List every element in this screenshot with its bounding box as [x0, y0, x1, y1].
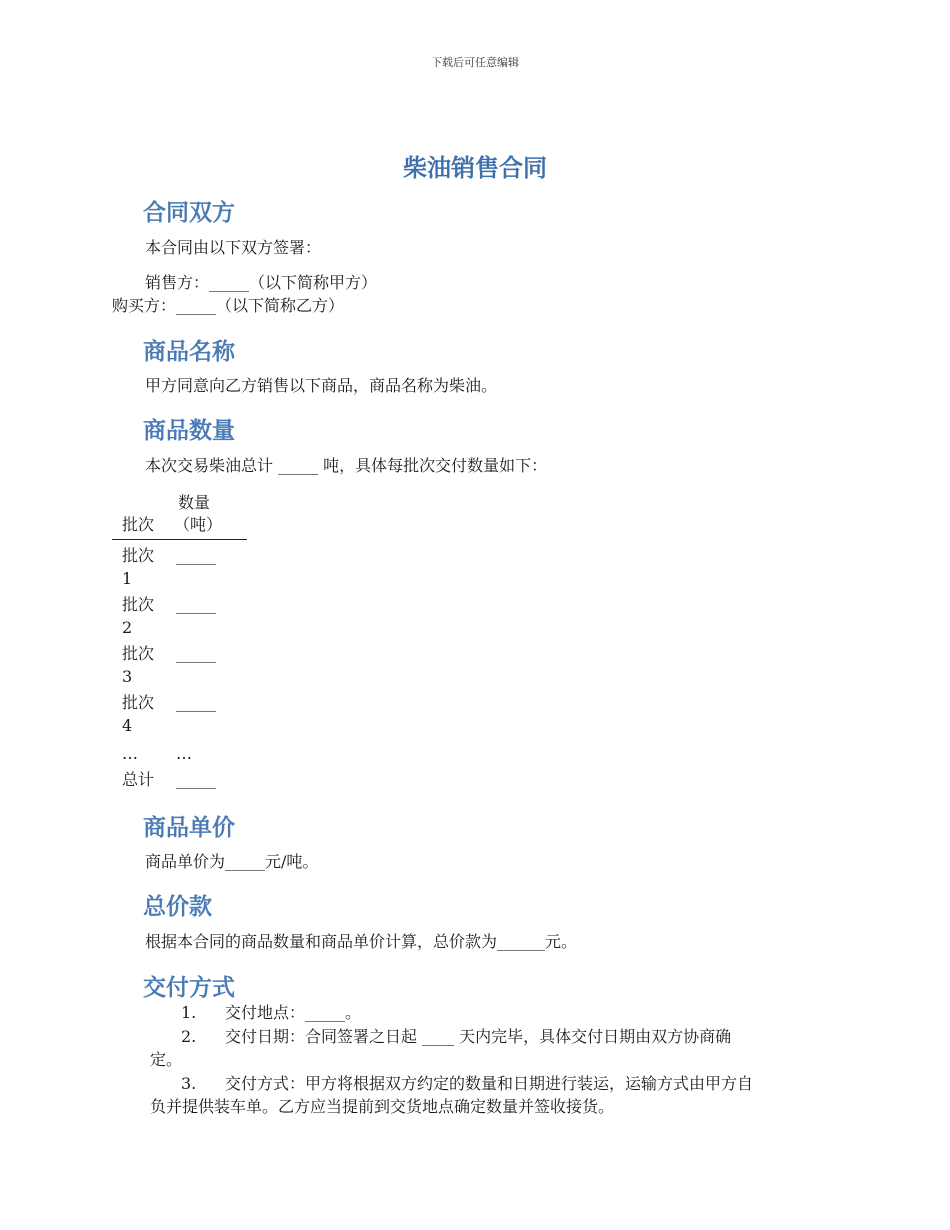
qty-cell: _____	[176, 644, 216, 663]
qty-cell: _____	[176, 693, 216, 712]
section-heading-parties: 合同双方	[143, 200, 235, 226]
total-text: 根据本合同的商品数量和商品单价计算，总价款为______元。	[145, 932, 578, 951]
unit-price-text: 商品单价为_____元/吨。	[145, 852, 319, 871]
seller-line: 销售方：_____（以下简称甲方）	[145, 273, 378, 292]
qty-cell: _____	[176, 595, 216, 614]
table-row	[112, 691, 247, 739]
list-text: 交付方式：甲方将根据双方约定的数量和日期进行装运，运输方式由甲方自	[225, 1074, 754, 1093]
table-row	[112, 593, 247, 641]
table-row-total	[112, 768, 247, 792]
header-note: 下载后可任意编辑	[431, 56, 519, 69]
quantity-text: 本次交易柴油总计 _____ 吨，具体每批次交付数量如下：	[145, 456, 548, 475]
list-text-continued: 定。	[150, 1050, 183, 1069]
batch-cell: 批次 2	[122, 595, 155, 637]
batch-cell: 总计	[122, 770, 155, 789]
buyer-line: 购买方：_____（以下简称乙方）	[112, 296, 345, 315]
document-title: 柴油销售合同	[403, 154, 547, 182]
product-name-text: 甲方同意向乙方销售以下商品，商品名称为柴油。	[145, 376, 498, 395]
list-number: 1.	[181, 1003, 197, 1022]
list-text: 交付地点：_____。	[225, 1003, 362, 1022]
section-heading-total: 总价款	[143, 894, 212, 920]
list-text-continued: 负并提供装车单。乙方应当提前到交货地点确定数量并签收接货。	[150, 1097, 615, 1116]
list-number: 3.	[181, 1074, 197, 1093]
list-text: 交付日期：合同签署之日起 ____ 天内完毕，具体交付日期由双方协商确	[225, 1027, 732, 1046]
section-heading-unit-price: 商品单价	[143, 815, 235, 841]
section-heading-product-name: 商品名称	[143, 339, 235, 365]
table-row	[112, 544, 247, 592]
batch-cell: 批次 4	[122, 693, 155, 735]
section-heading-delivery: 交付方式	[143, 975, 235, 1001]
table-header-rule	[112, 539, 247, 540]
qty-cell: _____	[176, 546, 216, 565]
qty-cell: _____	[176, 770, 216, 789]
batch-cell: 批次 3	[122, 644, 155, 686]
table-row	[112, 742, 247, 766]
batch-cell: …	[122, 744, 138, 763]
batch-cell: 批次 1	[122, 546, 155, 588]
parties-intro: 本合同由以下双方签署：	[145, 238, 322, 257]
qty-cell: …	[176, 744, 192, 763]
table-header-qty: 数量	[178, 493, 211, 512]
list-number: 2.	[181, 1027, 197, 1046]
table-header-batch: 批次	[122, 515, 155, 534]
section-heading-quantity: 商品数量	[143, 418, 235, 444]
table-header-qty-unit: （吨）	[174, 515, 223, 534]
table-row	[112, 642, 247, 690]
